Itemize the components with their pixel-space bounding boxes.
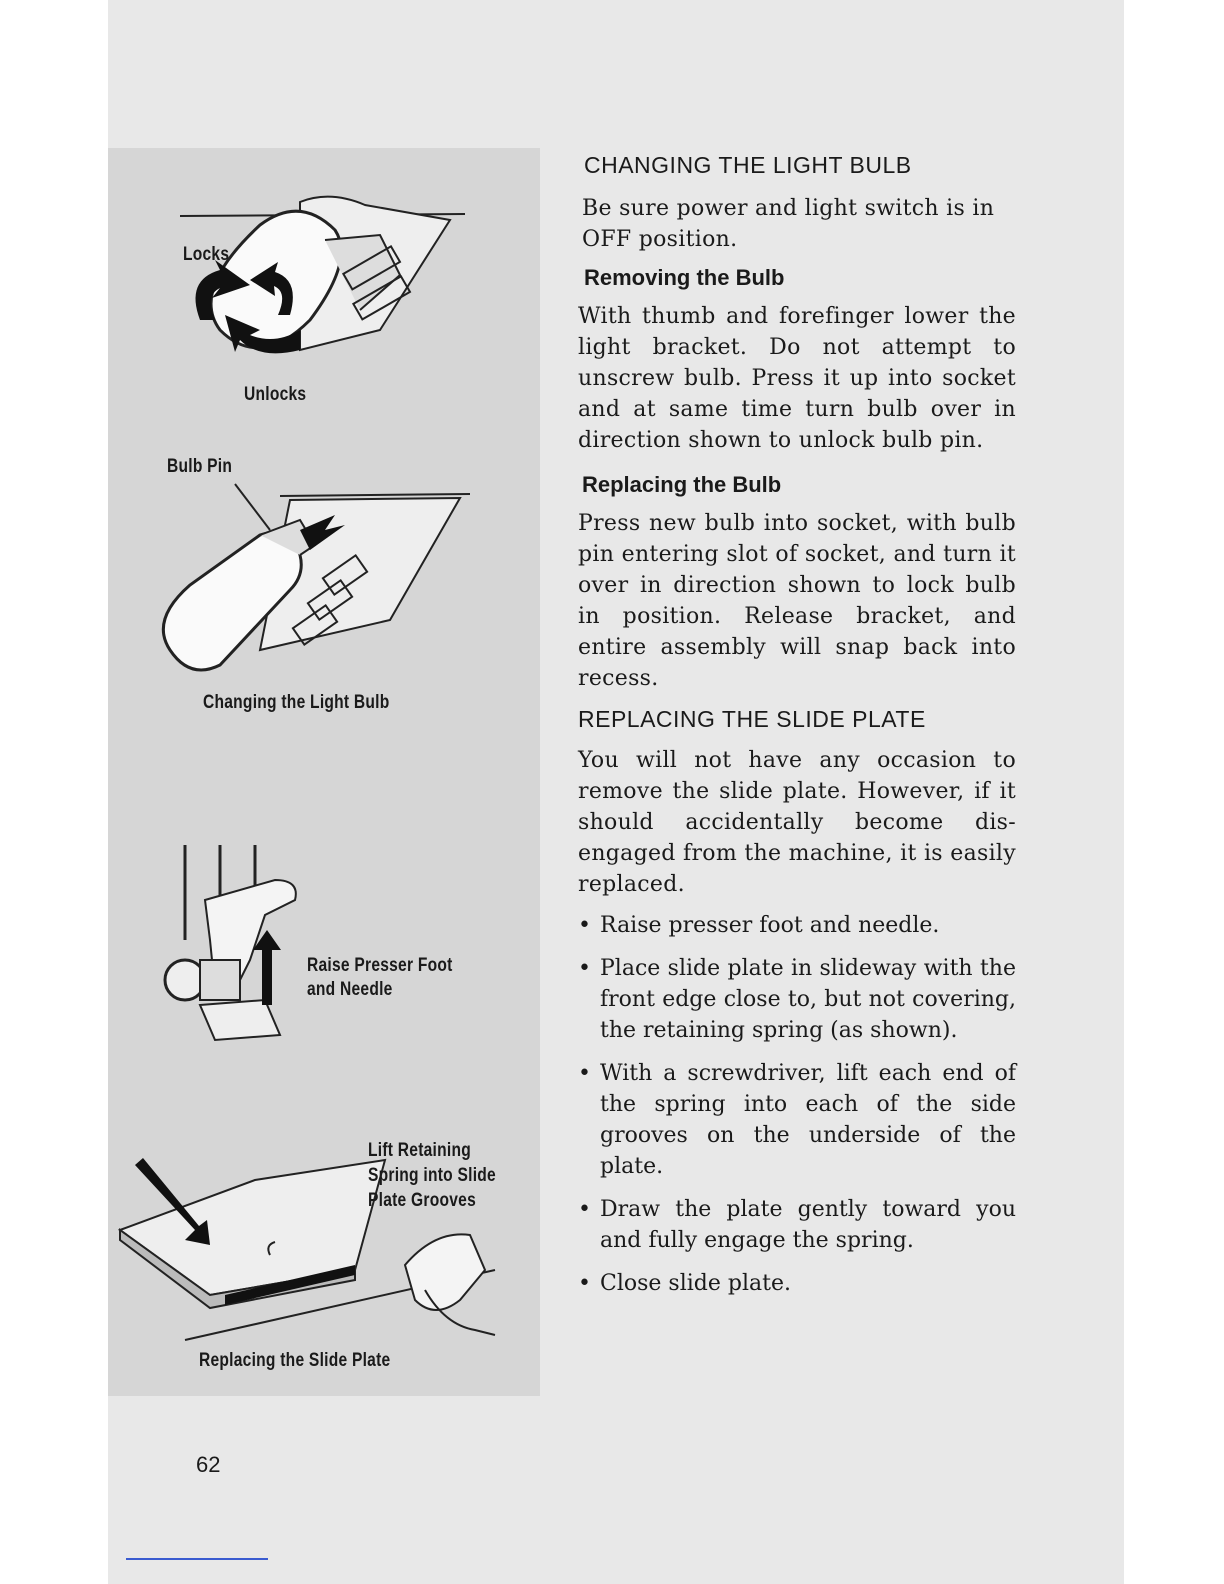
list-item: • With a screwdriver, lift each end of the spring into each of the side grooves on the underside of the plate. [578, 1058, 1016, 1182]
bulb-pin-illustration [150, 470, 480, 680]
list-item: • Raise presser foot and needle. [578, 910, 1016, 941]
label-locks: Locks [183, 244, 230, 265]
subheading-replacing-bulb: Replacing the Bulb [582, 472, 782, 497]
bulb-lock-illustration [150, 180, 480, 390]
presser-foot-illustration [155, 840, 315, 1050]
heading-changing-light-bulb: CHANGING THE LIGHT BULB [584, 152, 912, 178]
label-lift-retaining-spring: Lift Retaining Spring into Slide Plate Grooves [368, 1140, 496, 1211]
slide-intro-paragraph: You will not have any occasion to remove the slide plate. However, if it should accidentally become dis- engaged from the machine, it is easily replaced. [578, 748, 1016, 897]
list-item: • Place slide plate in slideway with the front edge close to, but not covering, the retaining spring (as shown). [578, 953, 1016, 1046]
list-item: • Close slide plate. [578, 1268, 1016, 1299]
instruction-column [578, 148, 1016, 1299]
heading-replacing-slide-plate: REPLACING THE SLIDE PLATE [578, 706, 926, 732]
caption-replacing-slide-plate: Replacing the Slide Plate [199, 1350, 391, 1371]
label-bulb-pin: Bulb Pin [167, 456, 233, 477]
intro-paragraph: Be sure power and light switch is in OFF position. [582, 196, 995, 252]
page-number: 62 [196, 1452, 221, 1477]
list-item: • Draw the plate gently toward you and fully engage the spring. [578, 1194, 1016, 1256]
caption-changing-light-bulb: Changing the Light Bulb [203, 692, 390, 713]
slide-plate-steps [578, 910, 1016, 1299]
divider [126, 1558, 268, 1560]
removing-paragraph: With thumb and forefinger lower the light bracket. Do not attempt to unscrew bulb. Press it up into socket and at same time turn bulb over in direction shown to unlock bulb pin. [578, 304, 1016, 453]
label-raise-presser-foot: Raise Presser Foot and Needle [307, 955, 453, 1000]
label-unlocks: Unlocks [244, 384, 307, 405]
subheading-removing-bulb: Removing the Bulb [584, 265, 785, 290]
replacing-paragraph: Press new bulb into socket, with bulb pin entering slot of socket, and turn it over in direction shown to lock bulb in position. Release bracket, and entire assembly will snap back into recess. [578, 511, 1016, 691]
